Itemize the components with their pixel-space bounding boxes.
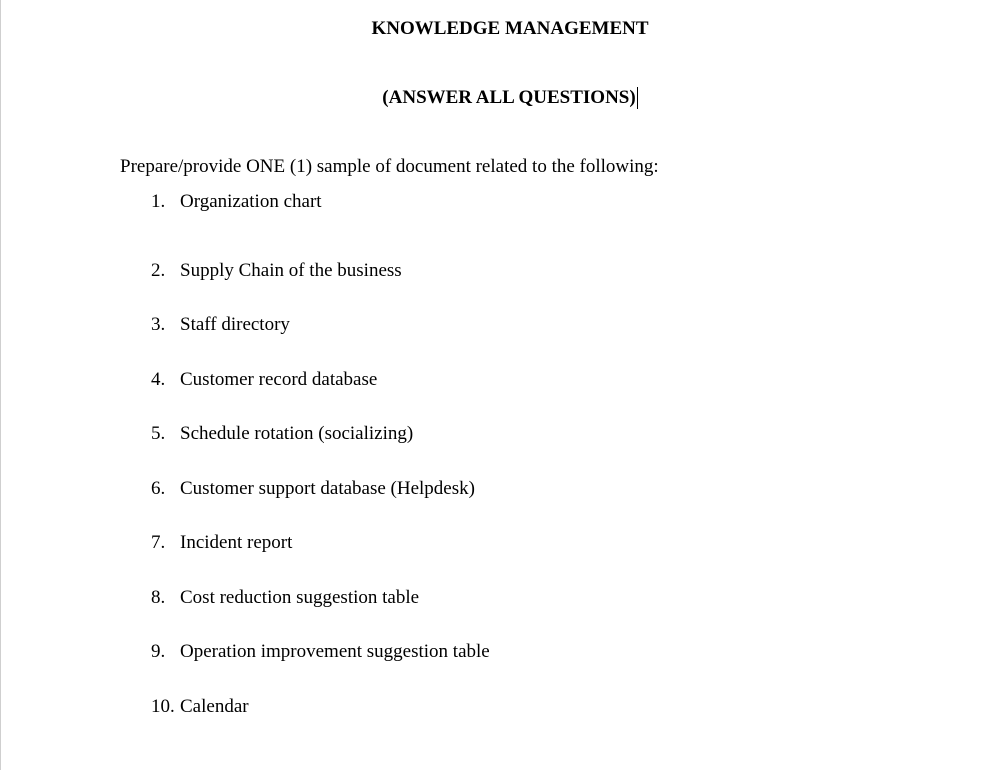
list-item-number: 10. (151, 696, 175, 717)
list-item-text: Customer support database (Helpdesk) (180, 478, 475, 499)
document-subtitle-text: (ANSWER ALL QUESTIONS) (382, 87, 636, 108)
list-item-text: Cost reduction suggestion table (180, 587, 420, 608)
list-item-number: 1. (151, 191, 166, 212)
list-item-number: 5. (151, 423, 166, 444)
intro-paragraph: Prepare/provide ONE (1) sample of document related to the following: (120, 156, 659, 177)
list-item-text: Incident report (180, 532, 293, 553)
list-item-text: Operation improvement suggestion table (180, 641, 490, 662)
list-item-text: Schedule rotation (socializing) (180, 423, 414, 444)
list-item-number: 7. (151, 532, 166, 553)
list-item-text: Supply Chain of the business (180, 260, 402, 281)
list-item-number: 2. (151, 260, 166, 281)
list-item-number: 3. (151, 314, 166, 335)
document-subtitle (0, 87, 995, 109)
list-item-number: 8. (151, 587, 166, 608)
text-cursor (637, 87, 638, 109)
list-item-number: 4. (151, 369, 166, 390)
document-title-text: KNOWLEDGE MANAGEMENT (371, 18, 649, 39)
list-item-number: 6. (151, 478, 166, 499)
list-item-text: Calendar (180, 696, 249, 717)
list-item-text: Customer record database (180, 369, 378, 390)
list-item-text: Organization chart (180, 191, 322, 212)
list-item-text: Staff directory (180, 314, 290, 335)
document-title (0, 18, 995, 40)
page-left-border (0, 0, 1, 770)
list-item-number: 9. (151, 641, 166, 662)
